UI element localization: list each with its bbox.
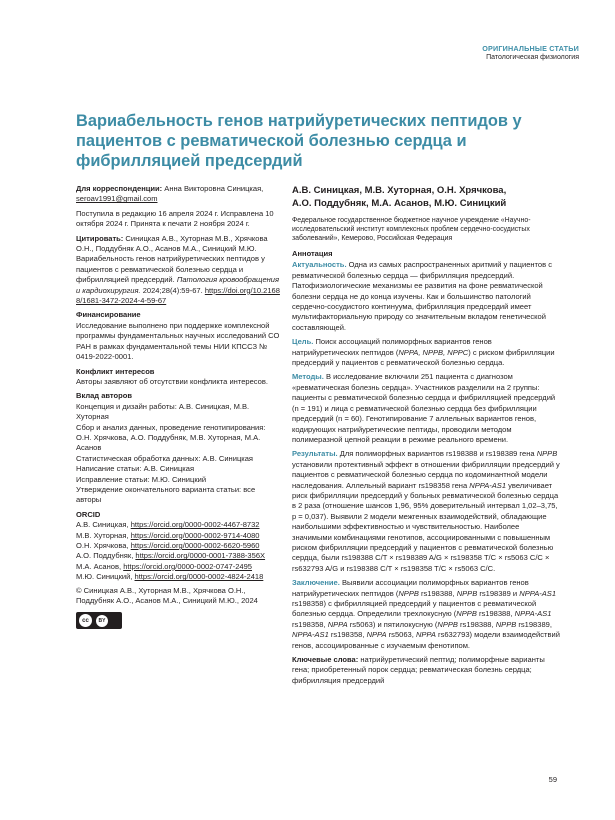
abstract-conclusion: Заключение. Выявили ассоциации полиморфных вариантов генов натрийуретических пептидов (NPPB rs198388, NPPB rs198389 и NPPA-AS1 rs198358) с фибрилляцией предсердий у пациентов с ревматической болезнью сердца. Определили трехлокусную (NPPB rs198388, NPPA-AS1 rs198358, NPPA rs5063) и пятилокусную (NPPB rs198388, NPPB rs198389, NPPA-AS1 rs198358, NPPA rs5063, NPPA rs632793) модели взаимодействий генов, ассоциированные с изучаемым фенотипом.	[292, 578, 560, 650]
citation: Цитировать: Синицкая А.В., Хуторная М.В., Хрячкова О.Н., Поддубняк А.О., Асанов М.А., Синицкий М.Ю. Вариабельность генов натрийуретических пептидов у пациентов с ревматической болезнью сердца и фибрилляцией предсердий. Патология кровообращения и кардиохирургия. 2024;28(4):59-67. https://doi.org/10.21688/1681-3472-2024-4-59-67	[76, 233, 280, 306]
orcid-link[interactable]: https://orcid.org/0000-0002-4467-8732	[130, 520, 260, 530]
page-number: 59	[548, 775, 557, 784]
orcid-entry: М.В. Хуторная, https://orcid.org/0000-0002-9714-4080	[76, 530, 260, 540]
orcid-heading: ORCID	[76, 509, 101, 519]
abstract-methods: Методы. В исследование включили 251 пациента с диагнозом «ревматическая болезнь сердца». Участников разделили на 2 группы: пациенты с ревматической болезнью сердца и фибрилляцией предсердий (n = 191) и лица с ревматической болезнью сердца без фибрилляции предсердий (n = 60). Генотипирование 7 аллельных вариантов генов, кодирующих натрийуретические пептиды, проводили методом полимеразной цепной реакции в режиме реального времени.	[292, 372, 556, 444]
abstract-results: Результаты. Для полиморфных вариантов rs198388 и rs198389 гена NPPB установили протективный эффект в отношении фибрилляции предсердий у пациентов с ревматической болезнью сердца по кодоминантной модели наследования. Аллельный вариант rs198358 гена NPPA-AS1 увеличивает риск фибрилляции предсердий у больных ревматической болезнью сердца в 2 раза (отношение шансов 1,96, 95% доверительный интервал 1,02–3,75, p = 0,037). Выявили 2 модели межгенных взаимодействий, обладающие наибольшими эффективностью и чувствительностью. Наиболее значимыми комбинациями генотипов, ассоциированными с повышенным риском фибрилляции предсердий у пациентов с ревматической болезнью сердца, были rs198388 C/T × rs198389 A/G × rs198358 T/C × rs5063 C/C × rs632793 A/G и rs198388 C/T × rs198358 T/C × rs5063 C/C.	[292, 449, 560, 573]
authors-line-2: А.О. Поддубняк, М.А. Асанов, М.Ю. Синицкий	[292, 198, 507, 209]
person-icon: BY	[96, 615, 108, 627]
authors-line-1: А.В. Синицкая, М.В. Хуторная, О.Н. Хрячкова,	[292, 185, 507, 196]
article-title: Вариабельность генов натрийуретических пептидов у пациентов с ревматической болезнью сердца и фибрилляцией предсердий	[76, 112, 522, 170]
contributions-heading: Вклад авторов	[76, 391, 133, 401]
orcid-entry: М.Ю. Синицкий, https://orcid.org/0000-0002-4824-2418	[76, 572, 264, 582]
abstract	[292, 249, 560, 686]
email-link[interactable]: seroav1991@gmail.com	[76, 194, 158, 204]
abstract-heading: Аннотация	[292, 249, 333, 258]
subsection-label: Патологическая физиология	[486, 54, 579, 61]
orcid-entry: А.О. Поддубняк, https://orcid.org/0000-0001-7388-356X	[76, 551, 266, 561]
section-label: ОРИГИНАЛЬНЫЕ СТАТЬИ	[482, 44, 579, 53]
cc-icon: cc	[79, 614, 92, 627]
conflict-text: Авторы заявляют об отсутствии конфликта интересов.	[76, 376, 268, 386]
abstract-relevance: Актуальность. Одна из самых распространенных аритмий у пациентов с ревматической болезнью сердца — фибрилляция предсердий. Патофизиологические механизмы ее развития на фоне ревматической болезни сердца не до конца изучены. Как и большинство патологий сердечно-сосудистого континуума, фибрилляция предсердий имеет мультифакториальную природу со значительным вкладом генетической составляющей.	[292, 260, 553, 332]
orcid-link[interactable]: https://orcid.org/0000-0002-6620-5960	[130, 541, 260, 550]
orcid-link[interactable]: https://orcid.org/0000-0002-9714-4080	[130, 530, 260, 540]
conflict-heading: Конфликт интересов	[76, 366, 155, 376]
funding-text: Исследование выполнено при поддержке комплексной программы фундаментальных научных исследований СО РАН в рамках фундаментальной темы НИИ КПССЗ № 0419-2022-0001.	[76, 320, 280, 362]
left-column	[76, 184, 282, 629]
cc-by-license-icon[interactable]	[76, 612, 122, 629]
contribution-item: Сбор и анализ данных, проведение генотипирования: О.Н. Хрячкова, А.О. Поддубняк, М.В. Хуторная, М.А. Асанов	[76, 422, 266, 453]
orcid-entry: М.А. Асанов, https://orcid.org/0000-0002-0747-2495	[76, 561, 253, 571]
copyright: © Синицкая А.В., Хуторная М.В., Хрячкова О.Н., Поддубняк А.О., Асанов М.А., Синицкий М.Ю., 2024	[76, 585, 258, 606]
contribution-item: Статистическая обработка данных: А.В. Синицкая	[76, 453, 254, 463]
contribution-item: Утверждение окончательного варианта статьи: все авторы	[76, 484, 256, 505]
abstract-aim: Цель. Поиск ассоциаций полиморфных вариантов генов натрийуретических пептидов (NPPA, NPPB, NPPC) с риском фибрилляции предсердий у пациентов с ревматической болезнью сердца.	[292, 337, 555, 368]
running-header	[482, 44, 579, 61]
affiliation: Федеральное государственное бюджетное научное учреждение «Научно-исследовательский институт комплексных проблем сердечно-сосудистых заболеваний», Кемерово, Российская Федерация	[292, 217, 531, 242]
doi-link[interactable]: https://doi.org/10.21688/1681-3472-2024-4-59-67	[76, 285, 280, 306]
orcid-link[interactable]: https://orcid.org/0000-0001-7388-356X	[135, 551, 266, 561]
orcid-entry: А.В. Синицкая, https://orcid.org/0000-0002-4467-8732	[76, 520, 260, 530]
orcid-link[interactable]: https://orcid.org/0000-0002-0747-2495	[123, 561, 253, 571]
contribution-item: Концепция и дизайн работы: А.В. Синицкая, М.В. Хуторная	[76, 401, 250, 422]
correspondence: Для корреспонденции: Анна Викторовна Синицкая, seroav1991@gmail.com	[76, 184, 264, 204]
orcid-link[interactable]: https://orcid.org/0000-0002-4824-2418	[134, 572, 264, 582]
contribution-item: Исправление статьи: М.Ю. Синицкий	[76, 474, 207, 484]
right-column	[292, 184, 560, 690]
funding-heading: Финансирование	[76, 310, 141, 320]
contribution-item: Написание статьи: А.В. Синицкая	[76, 464, 195, 474]
abstract-keywords: Ключевые слова: натрийуретический пептид; полиморфные варианты гена; приобретенный порок сердца; ревматическая болезнь сердца; фибрилляция предсердий	[292, 655, 545, 685]
dates: Поступила в редакцию 16 апреля 2024 г. Исправлена 10 октября 2024 г. Принята к печати 2 ноября 2024 г.	[76, 208, 274, 229]
orcid-entry: О.Н. Хрячкова, https://orcid.org/0000-0002-6620-5960	[76, 541, 260, 550]
